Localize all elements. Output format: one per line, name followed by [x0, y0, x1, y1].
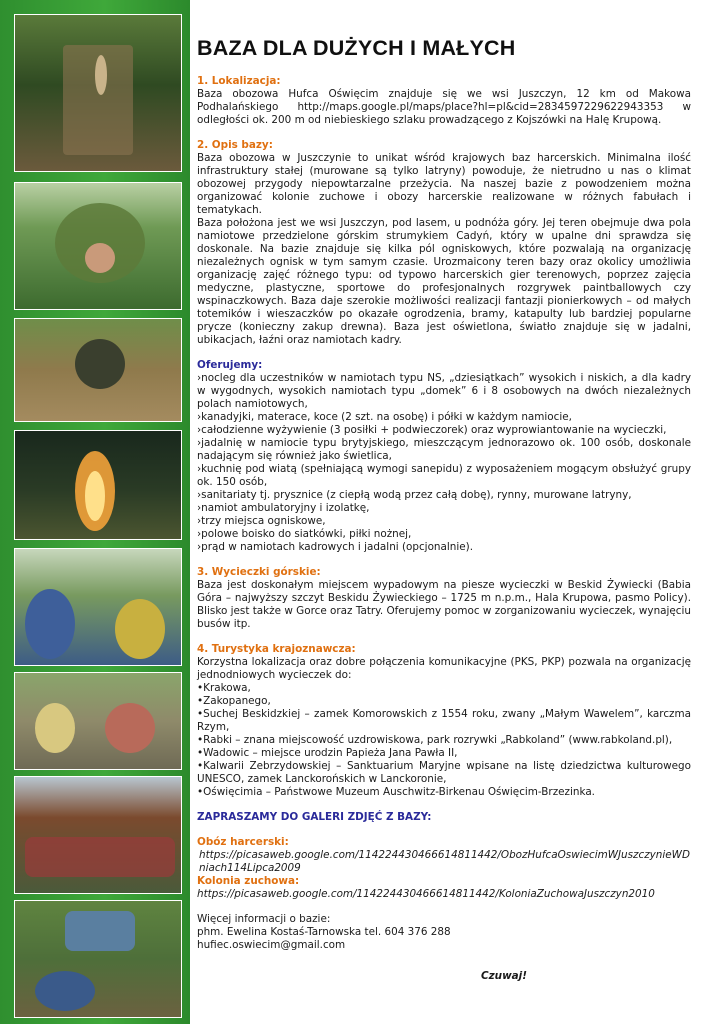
- opis-paragraph-2: Baza położona jest we wsi Juszczyn, pod lasem, u podnóża góry. Jej teren obejmuje dwa pola namiotowe przedzielone górskim strumykiem Cadyń, który w upalne dni sprawdza się doskonale. Na bazie znajduje się kilka pól ogniskowych, które pozwalają na organizację niezależnych ognisk w tym samym czasie. Urozmaicony teren bazy oraz okolicy umożliwia organizację zajęć różnego typu: od typowo harcerskich gier terenowych, poprzez zajęcia medyczne, plastyczne, sportowe do profesjonalnych rozgrywek paintballowych czy wspinaczkowych. Baza daje szerokie możliwości realizacji fantazji pionierkowych – od małych totemików i wieszaczków po okazałe ogrodzenia, bramy, katapulty lub bardziej popularne prycze (konieczny zakup drewna). Baza jest oświetlona, światło znajduje się w jadalni, ubikacjach, łaźni oraz namiotach kadry.: [197, 217, 691, 346]
- list-item: •Oświęcimia – Państwowe Muzeum Auschwitz-Birkenau Oświęcim-Brzezinka.: [197, 786, 595, 798]
- list-item: •Zakopanego,: [197, 695, 271, 707]
- section-heading-turystyka: 4. Turystyka krajoznawcza:: [197, 643, 356, 655]
- list-item: ›kuchnię pod wiatą (spełniającą wymogi sanepidu) z wyposażeniem mogącym obsłużyć grupy ok. 150 osób,: [197, 463, 691, 488]
- section-heading-lokalizacja: 1. Lokalizacja:: [197, 75, 281, 87]
- list-item: ›trzy miejsca ogniskowe,: [197, 515, 326, 527]
- contact-person: phm. Ewelina Kostaś-Tarnowska tel. 604 376 288: [197, 926, 451, 938]
- group-cabin-photo: [14, 776, 182, 894]
- camouflage-scout-photo: [14, 182, 182, 310]
- closing-greeting: Czuwaj!: [481, 970, 527, 982]
- list-item: •Krakowa,: [197, 682, 251, 694]
- list-item: ›sanitariaty tj. prysznice (z ciepłą wodą przez całą dobę), rynny, murowane latryny,: [197, 489, 632, 501]
- list-item: ›namiot ambulatoryjny i izolatkę,: [197, 502, 370, 514]
- tent-field-photo: [14, 900, 182, 1018]
- campfire-photo: [14, 430, 182, 540]
- list-item: •Kalwarii Zebrzydowskiej – Sanktuarium Maryjne wpisane na listę dziedzictwa kulturowego UNESCO, zamek Lanckorońskich w Lanckoronie,: [197, 760, 691, 785]
- paintball-photo: [14, 318, 182, 422]
- blindfold-game-photo: [14, 548, 182, 666]
- wycieczki-text: Baza jest doskonałym miejscem wypadowym na piesze wycieczki w Beskid Żywiecki (Babia Góra – najwyższy szczyt Beskidu Żywieckiego – 1725 m n.p.m., Hala Krupowa, pasmo Policy). Blisko jest także w Gorce oraz Tatry. Oferujemy pomoc w zorganizowaniu wycieczek, wynajęciu busów itp.: [197, 579, 691, 630]
- list-item: ›nocleg dla uczestników w namiotach typu NS, „dziesiątkach” wysokich i niskich, a dla kadry w wygodnych, wysokich namiotach typu „domek” 6 i 8 osobowych na dwóch niezależnych polach namiotowych,: [197, 372, 691, 410]
- group-guitar-photo: [14, 672, 182, 770]
- list-item: •Rabki – znana miejscowość uzdrowiskowa, park rozrywki „Rabkoland” (www.rabkoland.pl),: [197, 734, 673, 746]
- turystyka-list: [197, 682, 691, 799]
- gallery-invite: ZAPRASZAMY DO GALERI ZDJĘĆ Z BAZY:: [197, 811, 432, 823]
- gallery-kolonia-label: Kolonia zuchowa:: [197, 875, 300, 887]
- section-heading-oferujemy: Oferujemy:: [197, 359, 263, 371]
- gallery-oboz-label: Obóz harcerski:: [197, 836, 289, 848]
- contact-email[interactable]: hufiec.oswiecim@gmail.com: [197, 939, 346, 951]
- section-heading-wycieczki: 3. Wycieczki górskie:: [197, 566, 321, 578]
- gallery-kolonia-link[interactable]: https://picasaweb.google.com/114224430466614811442/KoloniaZuchowaJuszczyn2010: [197, 888, 655, 900]
- section-heading-opis: 2. Opis bazy:: [197, 139, 273, 151]
- contact-intro: Więcej informacji o bazie:: [197, 913, 331, 925]
- photo-sidebar: [0, 0, 190, 1024]
- list-item: ›kanadyjki, materace, koce (2 szt. na osobę) i półki w każdym namiocie,: [197, 411, 572, 423]
- turystyka-text: Korzystna lokalizacja oraz dobre połączenia komunikacyjne (PKS, PKP) pozwala na organizację jednodniowych wycieczek do:: [197, 656, 691, 681]
- list-item: ›całodzienne wyżywienie (3 posiłki + podwieczorek) oraz wyprowiantowanie na wycieczki,: [197, 424, 667, 436]
- opis-paragraph-1: Baza obozowa w Juszczynie to unikat wśród krajowych baz harcerskich. Minimalna ilość infrastruktury stałej (murowane są tylko latryny) powoduje, że nietrudno u nas o klimat obozowej przygody niepowtarzalne przeżycia. Na naszej bazie z powodzeniem można organizować kolonie zuchowe i obozy harcerskie realizowane w różnych fabułach i tematykach.: [197, 152, 691, 216]
- list-item: ›polowe boisko do siatkówki, piłki nożnej,: [197, 528, 412, 540]
- list-item: •Suchej Beskidzkiej – zamek Komorowskich z 1554 roku, zwany „Małym Wawelem”, karczma Rzym,: [197, 708, 691, 733]
- oferujemy-list: [197, 372, 691, 554]
- main-content: [197, 36, 691, 982]
- gallery-oboz-link[interactable]: https://picasaweb.google.com/114224430466614811442/ObozHufcaOswiecimWJuszczynieWDniach114Lipca2009: [199, 849, 690, 874]
- page-title: BAZA DLA DUŻYCH I MAŁYCH: [197, 36, 516, 60]
- list-item: •Wadowic – miejsce urodzin Papieża Jana Pawła II,: [197, 747, 458, 759]
- list-item: ›prąd w namiotach kadrowych i jadalni (opcjonalnie).: [197, 541, 473, 553]
- lokalizacja-text: Baza obozowa Hufca Oświęcim znajduje się we wsi Juszczyn, 12 km od Makowa Podhalańskiego http://maps.google.pl/maps/place?hl=pl&cid=2834597229622943353 w odległości ok. 200 m od niebieskiego szlaku prowadzącego z Kojszówki na Halę Krupową.: [197, 88, 691, 126]
- rope-bridge-photo: [14, 14, 182, 172]
- list-item: ›jadalnię w namiocie typu brytyjskiego, mieszczącym jednorazowo ok. 100 osób, doskonale nadającym się również jako świetlica,: [197, 437, 691, 462]
